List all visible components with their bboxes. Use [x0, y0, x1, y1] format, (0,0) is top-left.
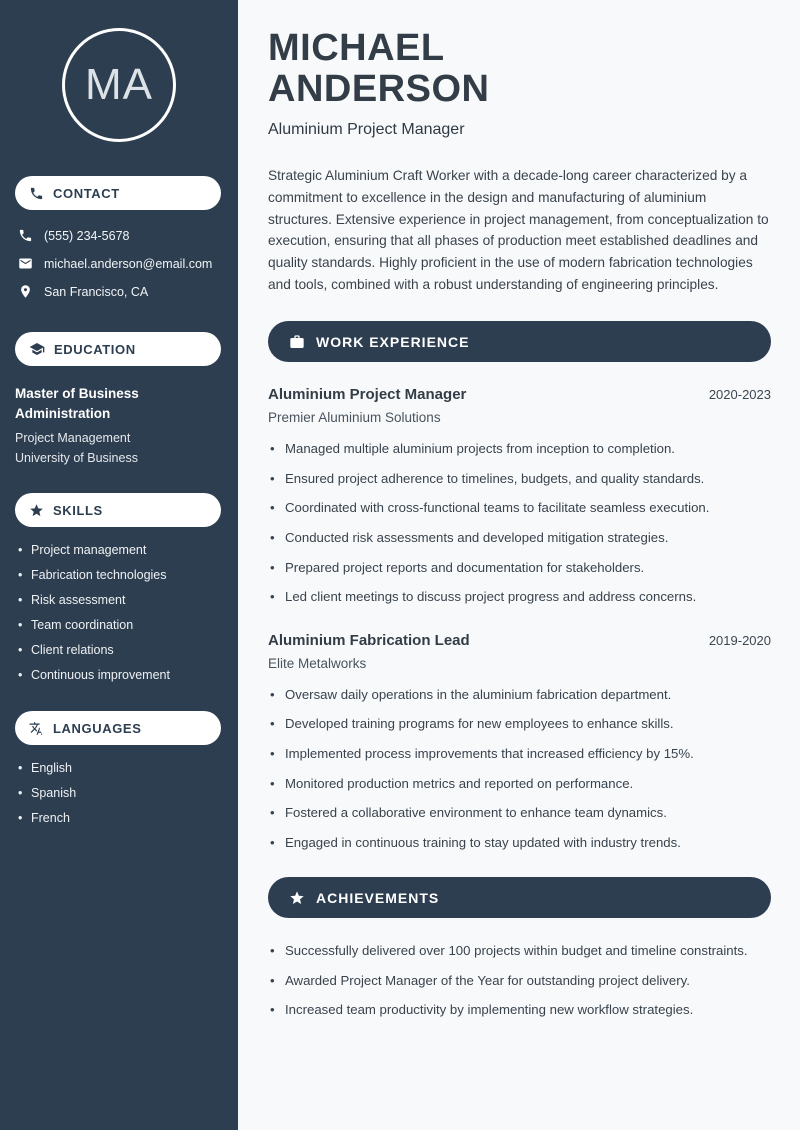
job-bullet: • Prepared project reports and documentation for stakeholders. — [270, 559, 771, 576]
skill-item: • Fabrication technologies — [18, 568, 222, 582]
language-item: • Spanish — [18, 786, 222, 800]
contact-phone-row — [18, 228, 228, 243]
skills-list — [0, 543, 238, 699]
name-line-2: ANDERSON — [268, 67, 490, 110]
phone-icon — [29, 186, 44, 201]
job-title: Aluminium Fabrication Lead — [268, 631, 470, 649]
job-header — [268, 386, 771, 403]
page-title — [268, 28, 771, 109]
work-experience-header-label: WORK EXPERIENCE — [316, 333, 470, 350]
star-icon — [29, 503, 44, 518]
achievement-bullet: • Awarded Project Manager of the Year for outstanding project delivery. — [270, 972, 771, 989]
job-bullet: • Oversaw daily operations in the aluminium fabrication department. — [270, 686, 771, 703]
job-dates: 2020-2023 — [708, 387, 771, 403]
contact-list — [0, 226, 238, 318]
job-bullet: • Conducted risk assessments and developed mitigation strategies. — [270, 529, 771, 546]
skills-section-header — [15, 493, 221, 527]
languages-list — [0, 761, 238, 842]
translate-icon — [29, 721, 44, 736]
name-line-1: MICHAEL — [268, 27, 445, 69]
job-bullet: • Implemented process improvements that increased efficiency by 15%. — [270, 745, 771, 762]
achievement-bullet: • Increased team productivity by implementing new workflow strategies. — [270, 1001, 771, 1018]
contact-header-label: CONTACT — [53, 185, 120, 201]
main-content — [238, 0, 800, 1130]
achievements-section-header — [268, 877, 771, 918]
job-bullet: • Fostered a collaborative environment to enhance team dynamics. — [270, 804, 771, 821]
achievements-list — [270, 942, 771, 1018]
job-company: Elite Metalworks — [268, 655, 367, 671]
education-block — [0, 382, 238, 479]
language-item: • English — [18, 761, 222, 775]
skill-item: • Risk assessment — [18, 593, 222, 607]
education-degree: Master of Business Administration — [15, 386, 139, 421]
job-bullet: • Developed training programs for new employees to enhance skills. — [270, 715, 771, 732]
contact-phone-value: (555) 234-5678 — [44, 228, 130, 243]
contact-email-value: michael.anderson@email.com — [44, 256, 213, 271]
contact-email-row — [18, 256, 228, 271]
skill-item: • Continuous improvement — [18, 668, 222, 682]
sidebar — [0, 0, 238, 1130]
job-bullet-list — [270, 440, 771, 605]
education-header-label: EDUCATION — [54, 341, 136, 357]
current-job-title: Aluminium Project Manager — [268, 121, 465, 139]
skill-item: • Team coordination — [18, 618, 222, 632]
contact-location-row — [18, 284, 228, 299]
job-bullet: • Ensured project adherence to timelines, budgets, and quality standards. — [270, 470, 771, 487]
job-bullet: • Led client meetings to discuss project progress and address concerns. — [270, 588, 771, 605]
work-experience-section-header — [268, 321, 771, 362]
languages-header-label: LANGUAGES — [53, 720, 142, 736]
phone-icon — [18, 228, 33, 243]
skills-header-label: SKILLS — [53, 502, 103, 518]
contact-location-value: San Francisco, CA — [44, 284, 149, 299]
map-pin-icon — [18, 284, 33, 299]
achievement-bullet: • Successfully delivered over 100 projects within budget and timeline constraints. — [270, 942, 771, 959]
professional-summary: Strategic Aluminium Craft Worker with a decade-long career characterized by a commitment to excellence in the design and manufacturing of aluminium structures. Extensive experience in project management, from conceptualization to execution, ensuring that all phases of production meet established deadlines and quality standards. Highly proficient in the use of modern fabrication technologies and tools, combined with a robust understanding of engineering principles. — [268, 168, 769, 292]
job-bullet: • Monitored production metrics and reported on performance. — [270, 775, 771, 792]
education-field: Project Management — [15, 431, 131, 446]
skill-item: • Project management — [18, 543, 222, 557]
job-title: Aluminium Project Manager — [268, 386, 467, 404]
avatar — [62, 28, 176, 142]
star-icon — [289, 890, 305, 906]
contact-section-header — [15, 176, 221, 210]
job-entry — [268, 632, 771, 851]
job-entry — [268, 386, 771, 605]
languages-section-header — [15, 711, 221, 745]
envelope-icon — [18, 256, 33, 271]
job-bullet: • Managed multiple aluminium projects from inception to completion. — [270, 440, 771, 457]
job-bullet-list — [270, 686, 771, 851]
education-school: University of Business — [15, 451, 138, 466]
briefcase-icon — [289, 334, 305, 350]
education-section-header — [15, 332, 221, 366]
job-header — [268, 632, 771, 649]
achievements-header-label: ACHIEVEMENTS — [316, 889, 440, 906]
job-bullet: • Coordinated with cross-functional teams to facilitate seamless execution. — [270, 499, 771, 516]
graduation-cap-icon — [29, 341, 45, 357]
job-bullet: • Engaged in continuous training to stay updated with industry trends. — [270, 834, 771, 851]
job-dates: 2019-2020 — [708, 632, 771, 648]
language-item: • French — [18, 811, 222, 825]
job-company: Premier Aluminium Solutions — [268, 410, 441, 426]
skill-item: • Client relations — [18, 643, 222, 657]
avatar-initials: MA — [85, 60, 153, 109]
